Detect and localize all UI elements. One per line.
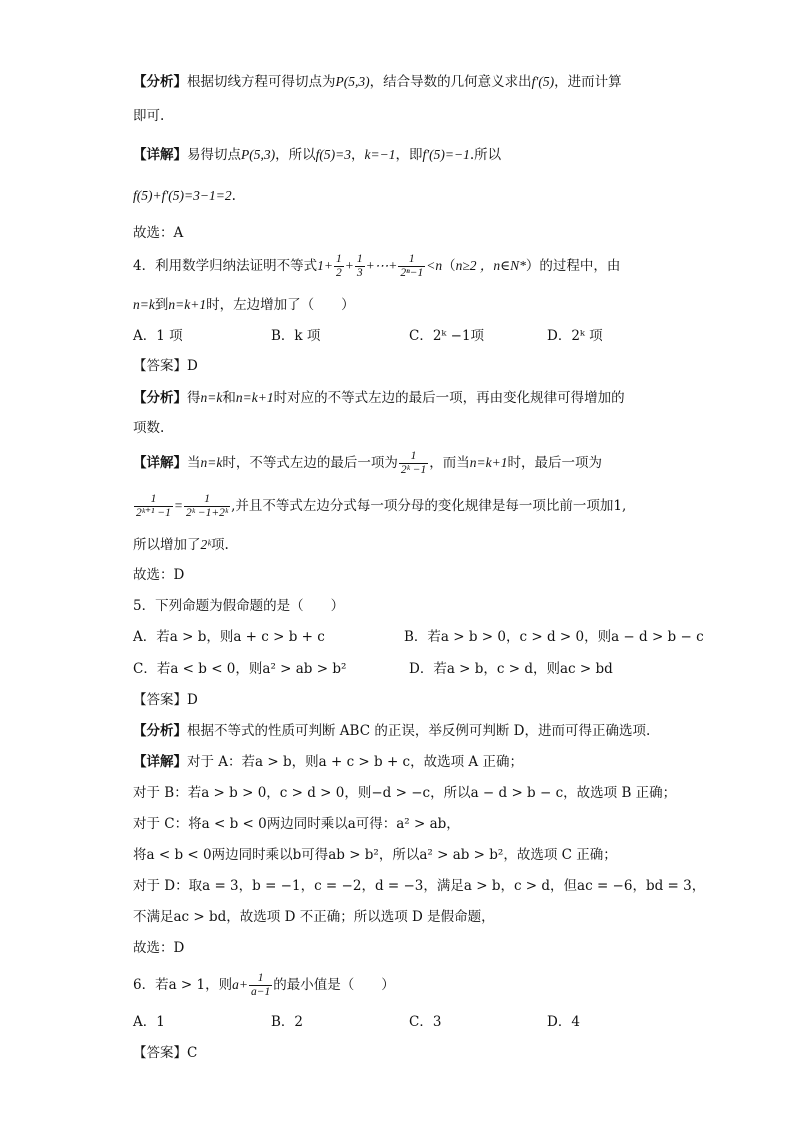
q3-solution-line-1: 【详解】易得切点P(5,3)，所以f(5)=3，k=−1，即f′(5)=−1.所以 [133,147,502,163]
q5-solution-line-2: 对于 B：若a > b > 0，c > d > 0，则−d > −c，所以a − d > b − c，故选项 B 正确； [133,785,677,801]
q6-option-c: C．3 [409,1014,442,1030]
q5-answer: 【答案】D [133,692,198,708]
q5-option-c: C．若a < b < 0，则a² > ab > b² [133,661,347,677]
q3-analysis-line-2: 即可. [133,108,165,124]
q6-answer: 【答案】C [133,1045,198,1061]
q6-option-d: D．4 [547,1014,580,1030]
q5-solution-line-3: 对于 C：将a < b < 0两边同时乘以a可得：a² > ab， [133,816,460,832]
q4-option-c: C．2ᵏ −1项 [409,328,485,344]
analysis-tag: 【分析】 [133,74,187,90]
solution-tag: 【详解】 [133,455,187,472]
q5-solution-line-1: 【详解】对于 A：若a > b，则a + c > b + c，故选项 A 正确； [133,754,523,770]
q4-solution-line-1: 【详解】当n=k时，不等式左边的最后一项为 $\frac{1}{\text{2ᵏ −1}}$ ，而当n=k+1时，最后一项为 [133,450,602,477]
fraction: $\frac{1}{\text{2ⁿ−1}}$ [400,253,424,280]
q5-solution-line-6: 不满足ac > bd，故选项 D 不正确；所以选项 D 是假命题， [133,909,495,925]
fraction: $\frac{1}{3}$ [356,253,363,280]
q3-choice: 故选：A [133,225,184,241]
q6-option-b: B．2 [271,1014,304,1030]
q3-solution-line-2: f(5)+f′(5)=3−1=2. [133,188,236,204]
q6-stem: 6．若a > 1，则a+ $\frac{1}{a-1}$ 的最小值是（ ） [133,972,395,999]
q3-analysis-line-1: 【分析】根据切线方程可得切点为P(5,3)，结合导数的几何意义求出f′(5)，进而计算 [133,74,622,90]
analysis-tag: 【分析】 [133,723,187,739]
fraction: $\frac{1}{a-1}$ [251,972,271,999]
q4-stem-line-1: 4．利用数学归纳法证明不等式1+ $\frac{1}{2}$ + $\frac{1}{3}$ +⋯+ $\frac{1}{\text{2ⁿ−1}}$ <n（n≥2 ，n∈N*）的过程中，由 [133,253,621,280]
q4-stem-line-2: n=k到n=k+1时，左边增加了（ ） [133,297,355,313]
fraction: $\frac{1}{\text{2ᵏ −1+2ᵏ}}$ [186,493,229,520]
fraction: $\frac{1}{2}$ [335,253,342,280]
q5-option-a: A．若a > b，则a + c > b + c [133,629,325,645]
q4-solution-line-2: $\frac{1}{\text{2ᵏ⁺¹ −1}}$ = $\frac{1}{\text{2ᵏ −1+2ᵏ}}$ ,并且不等式左边分式每一项分母的变化规律是每一项比前一项加1, [136,493,627,520]
q5-analysis: 【分析】根据不等式的性质可判断 ABC 的正误，举反例可判断 D，进而可得正确选项. [133,723,651,739]
q5-stem: 5．下列命题为假命题的是（ ） [133,598,345,614]
q5-choice: 故选：D [133,940,185,956]
analysis-tag: 【分析】 [133,390,187,406]
q5-solution-line-4: 将a < b < 0两边同时乘以b可得ab > b²，所以a² > ab > b²，故选项 C 正确； [133,847,617,863]
q6-option-a: A．1 [133,1014,165,1030]
q4-analysis-line-1: 【分析】得n=k和n=k+1时对应的不等式左边的最后一项，再由变化规律可得增加的 [133,390,625,406]
q4-option-d: D．2ᵏ 项 [547,328,603,344]
q4-option-a: A．1 项 [133,328,183,344]
solution-tag: 【详解】 [133,754,187,770]
solution-tag: 【详解】 [133,147,187,163]
q4-choice: 故选：D [133,567,185,583]
q4-option-b: B．k 项 [271,328,321,344]
q5-option-d: D．若a > b，c > d，则ac > bd [409,661,613,677]
q4-solution-line-3: 所以增加了2ᵏ项. [133,537,229,553]
q5-option-b: B．若a > b > 0，c > d > 0，则a − d > b − c [404,629,704,645]
q4-analysis-line-2: 项数. [133,420,165,436]
q5-solution-line-5: 对于 D：取a = 3，b = −1，c = −2，d = −3，满足a > b，c > d，但ac = −6，bd = 3， [133,878,706,894]
q4-answer: 【答案】D [133,358,198,374]
fraction: $\frac{1}{\text{2ᵏ⁺¹ −1}}$ [136,493,171,520]
fraction: $\frac{1}{\text{2ᵏ −1}}$ [400,450,427,477]
